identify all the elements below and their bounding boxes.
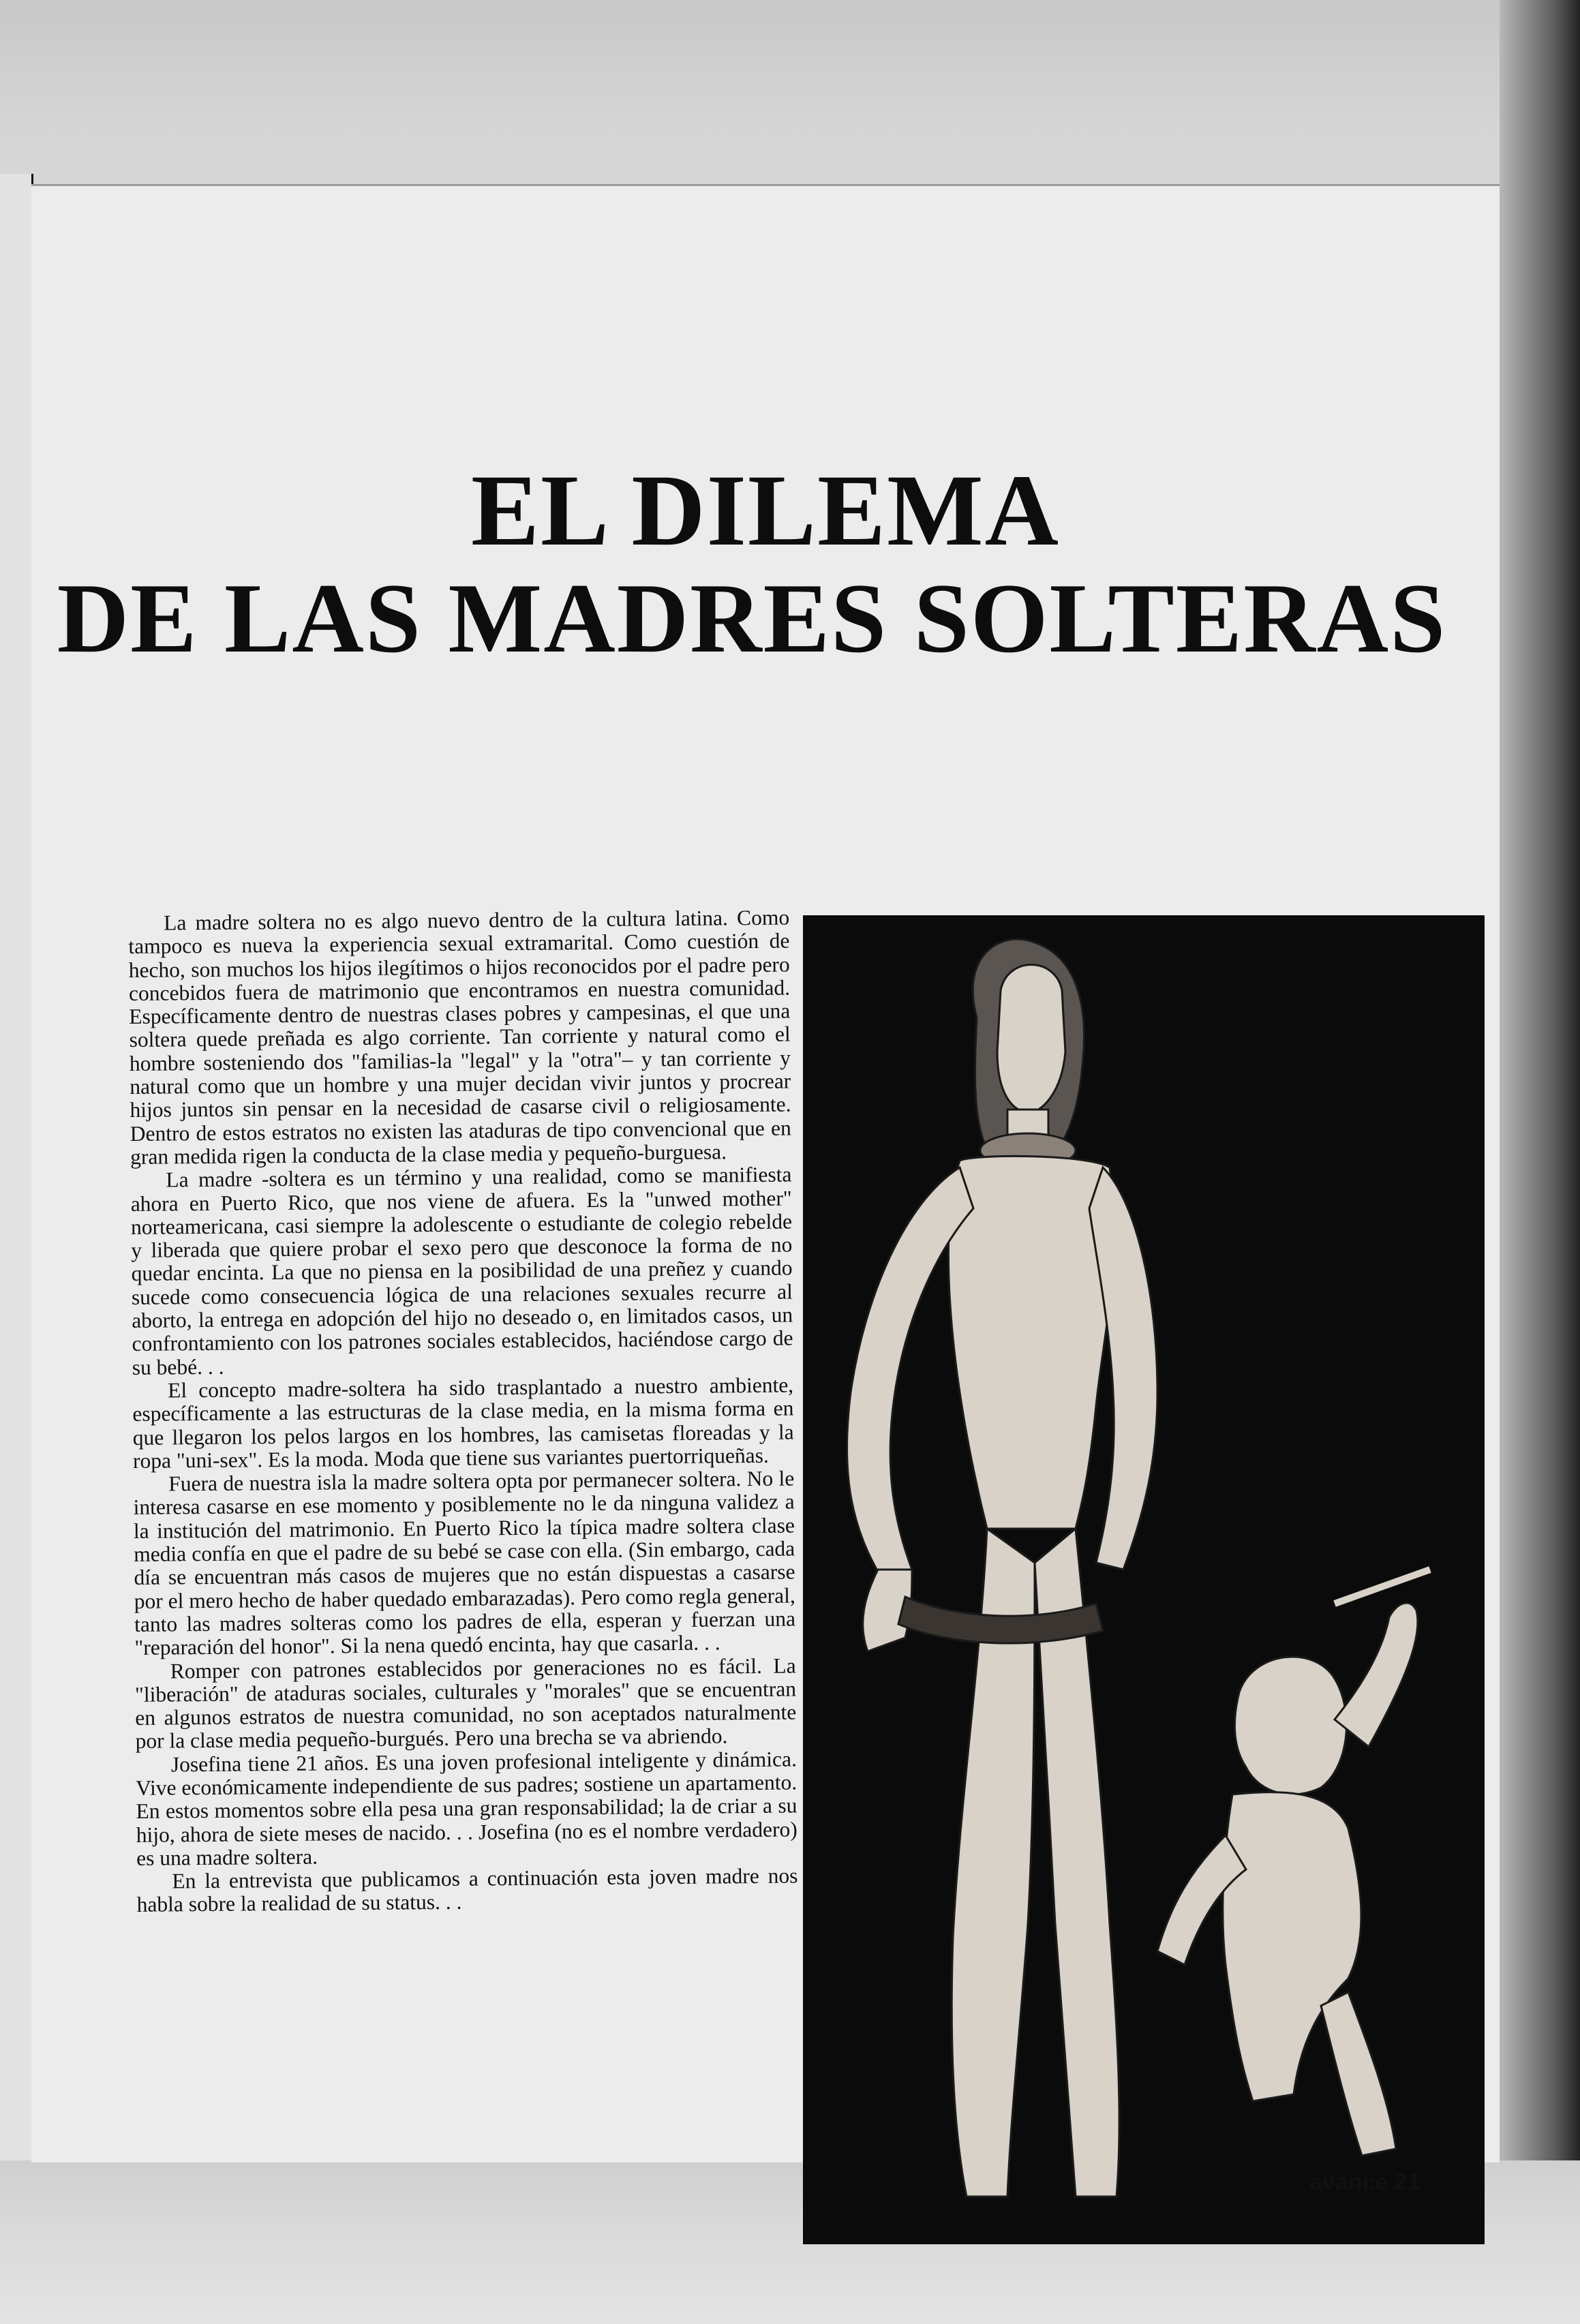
magazine-page (31, 184, 1500, 2195)
facing-page-edge (0, 174, 33, 2171)
article-body (128, 906, 801, 2241)
article-title-line-2: DE LAS MADRES SOLTERAS (57, 563, 1447, 673)
paragraph: Fuera de nuestra isla la madre soltera opta por permanecer soltera. No le interesa casarse en ese momento y posiblemente no le da ninguna validez a la institución del matrimonio. En Puerto Rico la típica madre soltera clase media confía en que el padre de su bebé se case con ella. (Sin embargo, cada día se encuentran más casos de mujeres que no están dispuestas a casarse por el mero hecho de haber quedado embarazadas). Pero como regla general, tanto las madres solteras como los padres de ella, esperan y fuerzan una "reparación del honor". Si la nena quedó encinta, hay que casarla. . . (133, 1466, 796, 1660)
paragraph: Josefina tiene 21 años. Es una joven profesional inteligente y dinámica. Vive económicamente independiente de sus padres; sostiene un apartamento. En estos momentos sobre ella pesa una gran responsabilidad; la de criar a su hijo, ahora de siete meses de nacido. . . Josefina (no es el nombre verdadero) es una madre soltera. (136, 1747, 797, 1870)
page-folio: avance 21 (1309, 2169, 1421, 2195)
artwork-illustration (803, 915, 1485, 2244)
paragraph: La madre -soltera es un término y una realidad, como se manifiesta ahora en Puerto Rico, que nos viene de afuera. Es la "unwed mother" norteamericana, casi siempre la adolescente o estudiante de colegio rebelde y liberada que quiere probar el sexo pero que desconoce la forma de no quedar encinta. La que no piensa en la posibilidad de una preñez y cuando sucede como consecuencia lógica de una relaciones sexuales recurre al aborto, la entrega en adopción del hijo no deseado o, en limitados casos, un confrontamiento con los patrones sociales establecidos, haciéndose cargo de su bebé. . . (130, 1162, 793, 1379)
paragraph: Romper con patrones establecidos por generaciones no es fácil. La "liberación" de ataduras sociales, culturales y "morales" que se encuentran en algunos estratos de nuestra comunidad, no son aceptados naturalmente por la clase media pequeño-burgués. Pero una brecha se va abriendo. (134, 1653, 797, 1754)
paragraph: El concepto madre-soltera ha sido trasplantado a nuestro ambiente, específicamente a las estructuras de la clase media, en la misma forma en que llegaron los pelos largos en los hombres, las camisetas floreadas y la ropa "uni-sex". Es la moda. Moda que tiene sus variantes puertorriqueñas. (132, 1373, 794, 1473)
artwork-svg (803, 915, 1485, 2244)
paragraph: En la entrevista que publicamos a continuación esta joven madre nos habla sobre la realidad de su status. . . (136, 1863, 798, 1917)
page-right-shadow (1500, 0, 1580, 2324)
paragraph: La madre soltera no es algo nuevo dentro de la cultura latina. Como tampoco es nueva la experiencia sexual extramarital. Como cuestión de hecho, son muchos los hijos ilegítimos o hijos reconocidos por el padre pero concebidos fuera de matrimonio que encontramos en nuestra comunidad. Específicamente dentro de nuestras clases pobres y campesinas, el que una soltera quede preñada es algo corriente. Tan corriente y natural como el hombre sosteniendo dos "familias-la "legal" y la "otra"– y tan corriente y natural como que un hombre y una mujer decidan vivir juntos y procrear hijos juntos sin pensar en la necesidad de casarse civil o religiosamente. Dentro de estos estratos no existen las ataduras de tipo convencional que en gran medida rigen la conducta de la clase media y pequeño-burguesa. (128, 905, 791, 1169)
article-title-line-1: EL DILEMA (470, 454, 1061, 567)
